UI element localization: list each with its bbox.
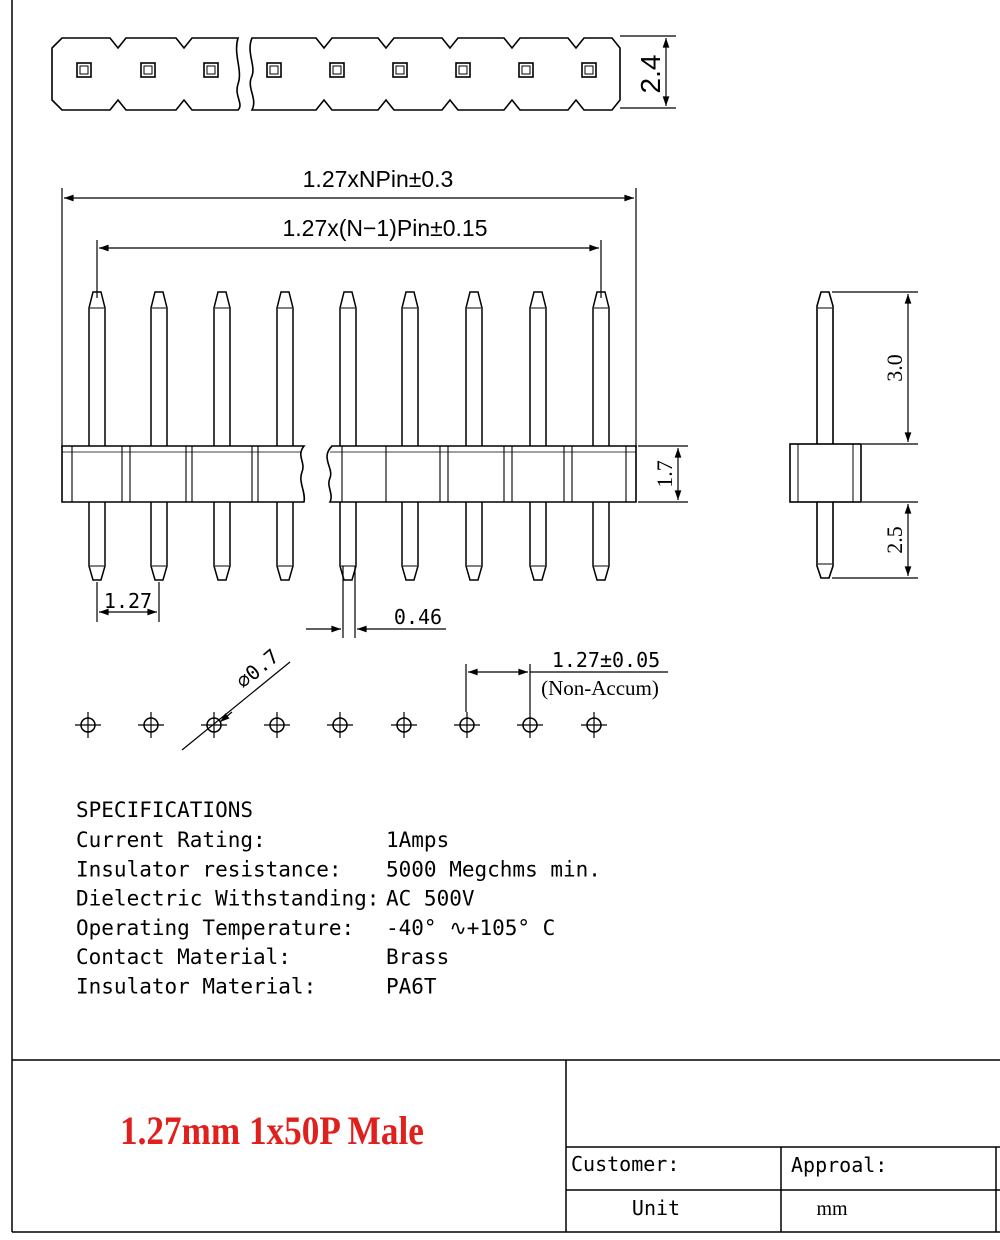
side-upper-length-label: 3.0 xyxy=(882,354,907,382)
pcb-hole-pattern xyxy=(75,712,607,738)
header-pin xyxy=(340,292,356,580)
pin-square xyxy=(456,63,470,77)
hole-pitch-note: (Non-Accum) xyxy=(541,676,659,700)
housing xyxy=(62,446,636,502)
top-view xyxy=(52,36,676,110)
pin-width-label: 0.46 xyxy=(393,605,443,629)
overall-length-label: 1.27xNPin±0.3 xyxy=(302,166,454,192)
pcb-hole xyxy=(454,712,480,738)
pin-square xyxy=(330,63,344,77)
pcb-hole xyxy=(391,712,417,738)
top-view-pin-squares xyxy=(77,63,596,77)
hole-diameter-label: ⌀0.7 xyxy=(231,643,284,694)
header-pin xyxy=(466,292,482,580)
unit-value: mm xyxy=(816,1198,848,1220)
front-view xyxy=(62,166,688,638)
side-lower-length-label: 2.5 xyxy=(882,526,907,554)
drawing-frame xyxy=(12,0,1000,1232)
pcb-hole xyxy=(327,712,353,738)
spec-label: Dielectric Withstanding: xyxy=(76,886,380,911)
pin-square xyxy=(204,63,218,77)
pin-square xyxy=(582,63,596,77)
pitch-label: 1.27 xyxy=(103,589,153,613)
hole-pitch-label: 1.27±0.05 xyxy=(551,648,661,672)
spec-label: Insulator Material: xyxy=(76,974,317,999)
pin-square xyxy=(393,63,407,77)
approval-label: Approal: xyxy=(791,1153,888,1177)
pin-square xyxy=(267,63,281,77)
pin-square xyxy=(141,63,155,77)
spec-value: 5000 Megchms min. xyxy=(386,857,601,882)
front-view-pins xyxy=(89,292,609,580)
header-pin xyxy=(277,292,293,580)
spec-value: -40° ∿+105° C xyxy=(386,915,556,940)
pcb-layout xyxy=(75,644,668,750)
pin-square xyxy=(77,63,91,77)
spec-value: Brass xyxy=(386,945,450,970)
header-pin xyxy=(151,292,167,580)
side-view-housing xyxy=(790,444,861,502)
side-view-pin xyxy=(817,292,833,578)
specifications-heading: SPECIFICATIONS xyxy=(76,798,254,822)
pcb-hole xyxy=(138,712,164,738)
unit-label: Unit xyxy=(631,1196,681,1220)
header-pin xyxy=(530,292,546,580)
header-pin xyxy=(214,292,230,580)
top-view-height-label: 2.4 xyxy=(635,54,666,94)
housing-segment-dividers xyxy=(72,446,626,502)
pcb-hole xyxy=(75,712,101,738)
pcb-hole xyxy=(264,712,290,738)
pin-span-label: 1.27x(N−1)Pin±0.15 xyxy=(282,215,488,241)
header-pin xyxy=(593,292,609,580)
header-pin xyxy=(89,292,105,580)
housing-height-label: 1.7 xyxy=(652,460,677,488)
specifications-rows xyxy=(76,828,601,999)
product-title: 1.27mm 1x50P Male xyxy=(120,1108,424,1154)
pcb-hole xyxy=(581,712,607,738)
specifications-block xyxy=(76,798,601,999)
spec-value: 1Amps xyxy=(386,828,450,852)
spec-value: AC 500V xyxy=(386,886,475,911)
spec-label: Current Rating: xyxy=(76,828,266,852)
pcb-hole xyxy=(517,712,543,738)
header-pin xyxy=(402,292,418,580)
spec-label: Operating Temperature: xyxy=(76,915,355,940)
spec-label: Insulator resistance: xyxy=(76,857,342,882)
customer-label: Customer: xyxy=(571,1152,680,1176)
side-view xyxy=(790,292,918,578)
spec-value: PA6T xyxy=(386,974,437,999)
pin-square xyxy=(519,63,533,77)
spec-label: Contact Material: xyxy=(76,945,291,970)
